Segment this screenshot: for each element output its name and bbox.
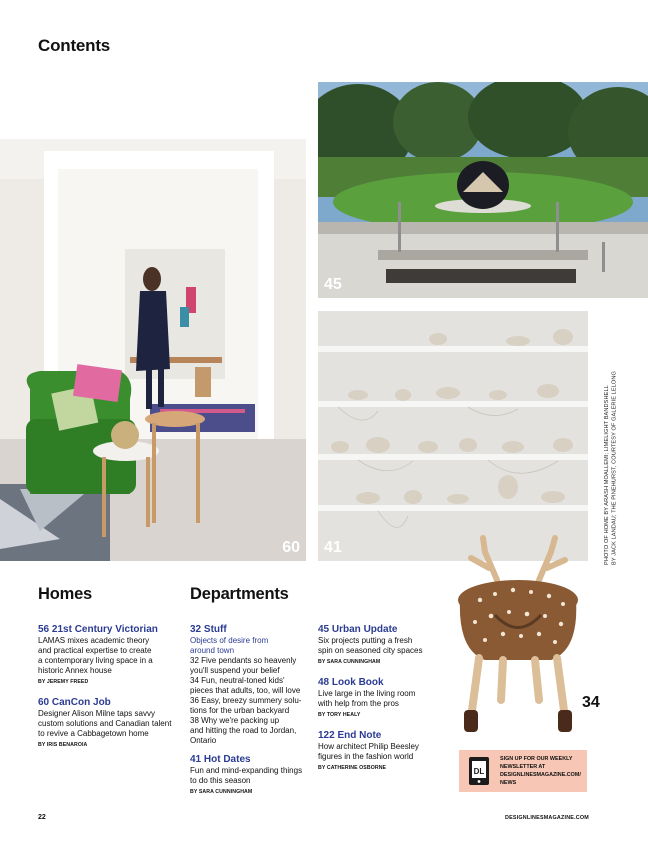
body-line: 38 Why we're packing up xyxy=(190,716,280,725)
toc-entry[interactable] xyxy=(190,754,315,795)
body-line: 34 Fun, neutral-toned kids' xyxy=(190,676,285,685)
body-line: a contemporary living space in a xyxy=(38,656,153,665)
body-line: figures in the fashion world xyxy=(318,752,414,761)
promo-line: NEWSLETTER AT xyxy=(500,764,546,770)
toc-entry-title[interactable]: 56 21st Century Victorian xyxy=(38,624,158,635)
svg-text:DL: DL xyxy=(473,767,485,776)
toc-entry-title[interactable]: 45 Urban Update xyxy=(318,624,398,635)
toc-entry-title[interactable]: 48 Look Book xyxy=(318,677,384,688)
toc-entry-body xyxy=(190,656,315,746)
photo-credit-line: BY JACK LANDAU; THE PINEHURST, COURTESY OF GALERIE LELONG xyxy=(611,371,618,565)
body-line: How architect Philip Beesley xyxy=(318,742,419,751)
body-line: custom solutions and Canadian talent xyxy=(38,719,172,728)
interior-photo xyxy=(0,139,306,561)
toc-entry-subtitle xyxy=(190,636,315,656)
toc-entry-body xyxy=(38,636,178,676)
toc-entry-byline: BY TORY HEALY xyxy=(318,712,361,718)
newsletter-promo-text[interactable] xyxy=(500,755,581,787)
toc-entry-byline: BY SARA CUNNINGHAM xyxy=(318,659,381,665)
subtitle-line: Objects of desire from xyxy=(190,636,269,645)
toc-entry-body xyxy=(190,766,315,786)
toc-entry-title[interactable]: 41 Hot Dates xyxy=(190,754,251,765)
body-line: 36 Easy, breezy summery solu- xyxy=(190,696,302,705)
subtitle-line: around town xyxy=(190,646,235,655)
homes-heading: Homes xyxy=(38,585,93,603)
body-line: Fun and mind-expanding things xyxy=(190,766,303,775)
deer-stool-image xyxy=(455,530,581,740)
toc-entry-byline: BY JEREMY FREED xyxy=(38,679,89,685)
promo-line: SIGN UP FOR OUR WEEKLY xyxy=(500,756,573,762)
interior-photo-page-number: 60 xyxy=(282,539,300,556)
toc-entry[interactable] xyxy=(318,677,453,718)
body-line: historic Annex house xyxy=(38,666,112,675)
body-line: and practical expertise to create xyxy=(38,646,152,655)
toc-entry-byline: BY CATHERINE OSBORNE xyxy=(318,765,387,771)
photo-credit-line: PHOTO OF HOME BY ARASH MOALLEMI; LIMELIGHT BANDSHELL xyxy=(604,385,610,565)
body-line: to revive a Cabbagetown home xyxy=(38,729,149,738)
toc-entry[interactable] xyxy=(38,624,178,685)
body-line: Designer Alison Milne taps savvy xyxy=(38,709,155,718)
body-line: Live large in the living room xyxy=(318,689,416,698)
photo-credit xyxy=(604,325,630,565)
shelves-photo xyxy=(318,311,588,561)
page-title: Contents xyxy=(38,36,111,55)
toc-entry-body xyxy=(318,689,453,709)
plaza-photo-page-number: 45 xyxy=(324,276,342,293)
newsletter-promo[interactable] xyxy=(459,750,587,792)
departments-heading: Departments xyxy=(190,585,289,603)
body-line: and hitting the road to Jordan, xyxy=(190,726,297,735)
toc-entry-title[interactable]: 122 End Note xyxy=(318,730,382,741)
body-line: spin on seasoned city spaces xyxy=(318,646,423,655)
toc-entry[interactable] xyxy=(318,730,453,771)
toc-entry-body xyxy=(318,636,453,656)
body-line: LAMAS mixes academic theory xyxy=(38,636,150,645)
page-number: 22 xyxy=(38,814,46,821)
body-line: tions for the urban backyard xyxy=(190,706,290,715)
stool-page-number: 34 xyxy=(582,694,600,711)
toc-entry[interactable] xyxy=(190,624,315,746)
promo-line: NEWS xyxy=(500,780,517,786)
toc-entry[interactable] xyxy=(318,624,453,665)
toc-entry-body xyxy=(318,742,453,762)
body-line: Ontario xyxy=(190,736,217,745)
toc-entry-title[interactable]: 32 Stuff xyxy=(190,624,227,635)
body-line: you'll suspend your belief xyxy=(190,666,280,675)
website-link[interactable]: DESIGNLINESMAGAZINE.COM xyxy=(505,815,589,821)
body-line: to do this season xyxy=(190,776,251,785)
toc-entry-title[interactable]: 60 CanCon Job xyxy=(38,697,111,708)
toc-entry[interactable] xyxy=(38,697,183,748)
body-line: Six projects putting a fresh xyxy=(318,636,413,645)
tablet-dl-icon xyxy=(467,755,491,787)
plaza-photo xyxy=(318,82,648,298)
toc-entry-byline: BY IRIS BENAROIA xyxy=(38,742,88,748)
toc-entry-byline: BY SARA CUNNINGHAM xyxy=(190,789,253,795)
shelves-photo-page-number: 41 xyxy=(324,539,342,556)
body-line: with help from the pros xyxy=(318,699,399,708)
body-line: pieces that adults, too, will love xyxy=(190,686,301,695)
body-line: 32 Five pendants so heavenly xyxy=(190,656,297,665)
promo-line: DESIGNLINESMAGAZINE.COM/ xyxy=(500,772,581,778)
toc-entry-body xyxy=(38,709,183,739)
